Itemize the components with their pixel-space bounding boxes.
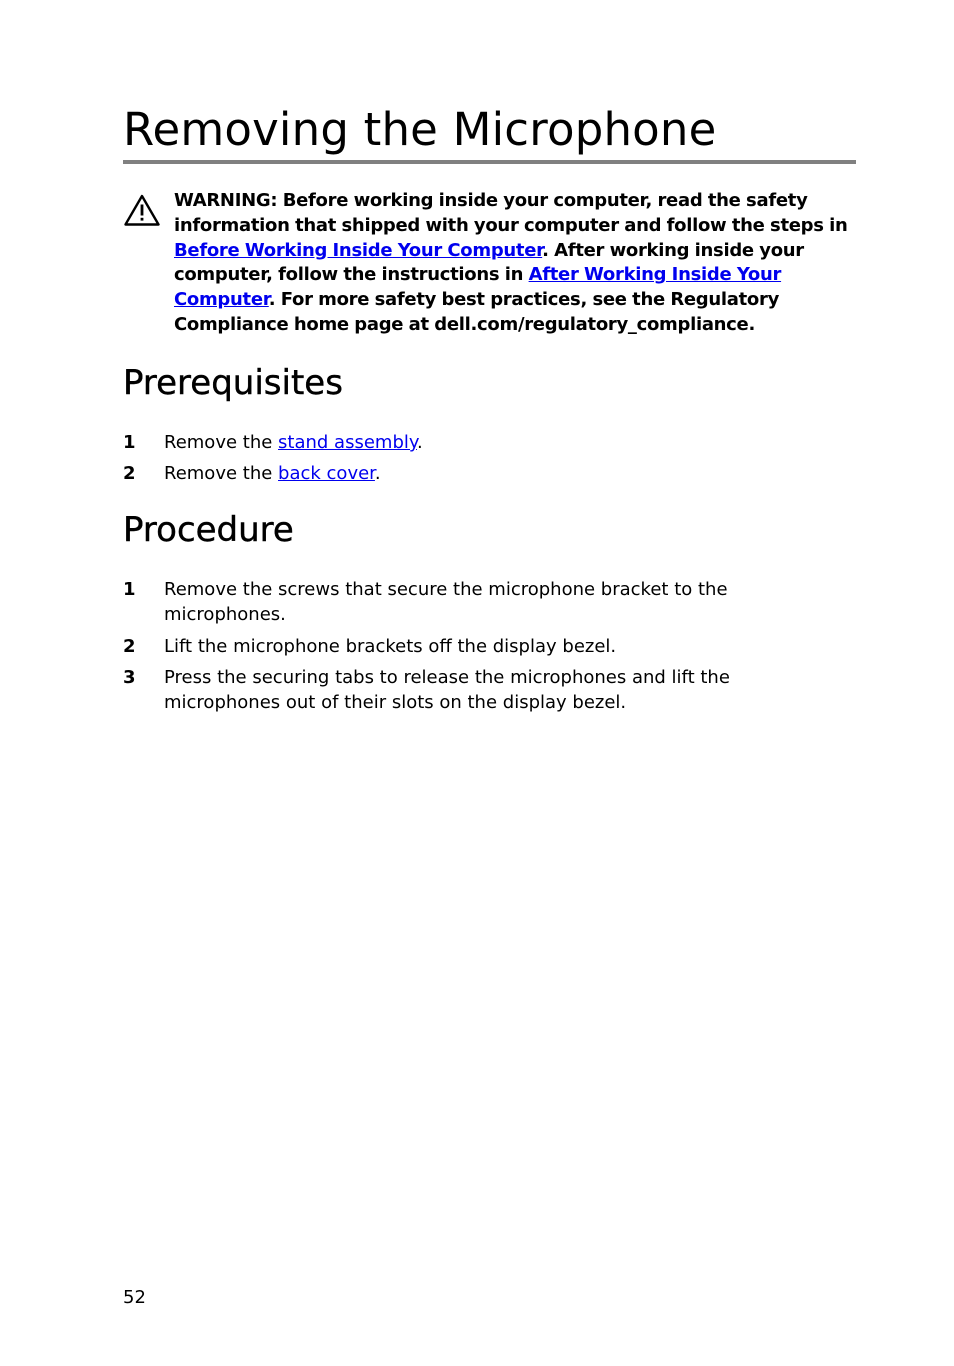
- step-number: 2: [123, 636, 136, 657]
- after-working-link[interactable]: After Working Inside Your Computer: [174, 264, 782, 311]
- step-text: Remove the: [164, 463, 279, 484]
- prerequisites-heading: Prerequisites: [123, 363, 343, 403]
- page-title: Removing the Microphone: [123, 103, 717, 156]
- step-text: Press the securing tabs to release the microphones and lift the microphones out of their slots on the display bezel.: [164, 667, 730, 713]
- warning-triangle-icon: [123, 193, 161, 227]
- step-text: Remove the screws that secure the microphone bracket to the microphones.: [164, 579, 728, 625]
- step-text: Remove the: [164, 432, 279, 453]
- step-text: Lift the microphone brackets off the display bezel.: [164, 636, 617, 657]
- warning-text-part: . After working inside your computer, follow the instructions in: [174, 239, 804, 286]
- stand-assembly-link[interactable]: stand assembly: [278, 432, 417, 453]
- step-text: .: [416, 432, 423, 453]
- list-item: [123, 577, 823, 627]
- prerequisites-list: [123, 430, 823, 486]
- procedure-heading: Procedure: [123, 510, 294, 550]
- step-number: 3: [123, 667, 136, 688]
- step-number: 1: [123, 432, 136, 453]
- procedure-list: [123, 577, 823, 715]
- title-rule: [123, 160, 856, 164]
- before-working-link[interactable]: Before Working Inside Your Computer: [174, 239, 543, 261]
- step-number: 1: [123, 579, 136, 600]
- page-number: 52: [123, 1287, 146, 1308]
- list-item: [123, 634, 823, 659]
- warning-text-part: . For more safety best practices, see the Regulatory Compliance home page at dell.com/regulatory_compliance.: [174, 289, 780, 335]
- list-item: [123, 430, 823, 455]
- warning-text: [174, 189, 849, 338]
- warning-text-part: WARNING: Before working inside your computer, read the safety information that shipped with your computer and follow the steps in: [174, 190, 848, 236]
- list-item: [123, 461, 823, 486]
- back-cover-link[interactable]: back cover: [278, 463, 375, 484]
- step-text: .: [374, 463, 381, 484]
- list-item: [123, 665, 823, 715]
- step-number: 2: [123, 463, 136, 484]
